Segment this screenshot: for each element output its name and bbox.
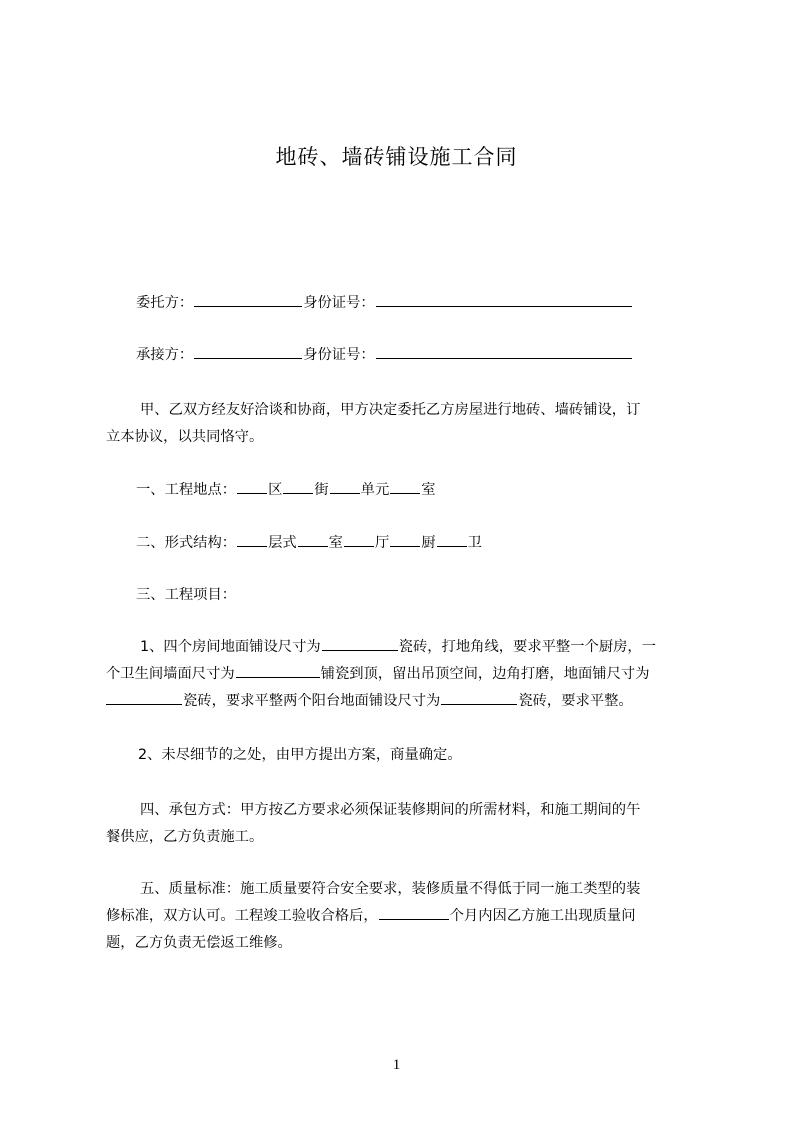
kitchens-blank[interactable] [390, 532, 420, 547]
halls-blank[interactable] [344, 532, 374, 547]
item-1-line-2 [106, 661, 706, 688]
page-title: 地砖、墙砖铺设施工合同 [275, 145, 518, 169]
street-label: 街 [314, 482, 329, 498]
item-1-text-f: 瓷砖，要求平整。 [518, 693, 633, 709]
contractor-id-label: 身份证号： [303, 347, 375, 363]
location-label: 一、工程地点： [136, 482, 237, 498]
contractor-line [136, 344, 633, 365]
contracting-paragraph [106, 797, 706, 851]
baths-blank[interactable] [437, 532, 467, 547]
room-blank[interactable] [390, 479, 420, 494]
kitchens-label: 厨 [421, 535, 436, 551]
contracting-line-1: 四、承包方式：甲方按乙方要求必须保证装修期间的所需材料，和施工期间的午 [140, 802, 641, 818]
quality-line-3: 题，乙方负责无偿返工维修。 [106, 935, 292, 951]
unit-label: 单元 [360, 482, 390, 498]
client-name-blank[interactable] [194, 292, 302, 307]
quality-line-2 [106, 903, 706, 930]
item-1-text-a: 1、四个房间地面铺设尺寸为 [140, 639, 321, 655]
baths-label: 卫 [467, 535, 482, 551]
quality-text-b: 个月内因乙方施工出现质量问 [449, 908, 636, 924]
balcony-size-blank[interactable] [441, 690, 517, 705]
client-id-blank[interactable] [376, 292, 632, 307]
floor-size-blank[interactable] [106, 690, 182, 705]
street-blank[interactable] [283, 479, 313, 494]
page-number: 1 [392, 1057, 401, 1073]
item-1-text-d: 铺瓷到顶，留出吊顶空间，边角打磨，地面铺尺寸为 [320, 666, 650, 682]
room-label: 室 [421, 482, 436, 498]
structure-line [136, 532, 482, 553]
items-heading: 三、工程项目： [136, 587, 237, 603]
district-label: 区 [268, 482, 283, 498]
floors-label: 层式 [268, 535, 297, 551]
structure-label: 二、形式结构： [136, 535, 237, 551]
quality-text-a: 修标准，双方认可。工程竣工验收合格后， [106, 908, 378, 924]
contractor-id-blank[interactable] [376, 344, 632, 359]
intro-line-2: 立本协议，以共同恪守。 [106, 429, 264, 445]
client-label: 委托方： [136, 295, 194, 311]
location-line [136, 479, 436, 500]
client-line [136, 292, 633, 313]
item-2-line: 2、未尽细节的之处，由甲方提出方案，商量确定。 [138, 747, 462, 763]
contractor-name-blank[interactable] [194, 344, 302, 359]
item-1-line-3 [106, 688, 706, 715]
unit-blank[interactable] [330, 479, 360, 494]
client-id-label: 身份证号： [303, 295, 375, 311]
item-1-line-1 [106, 634, 706, 661]
room-floor-size-blank[interactable] [322, 636, 398, 651]
contracting-line-2: 餐供应，乙方负责施工。 [106, 829, 264, 845]
bathroom-wall-size-blank[interactable] [236, 663, 320, 678]
item-1-paragraph [106, 634, 706, 715]
floors-blank[interactable] [237, 532, 267, 547]
item-1-text-e: 瓷砖，要求平整两个阳台地面铺设尺寸为 [183, 693, 441, 709]
item-1-text-b: 瓷砖，打地角线，要求平整一个厨房，一 [398, 639, 657, 655]
contractor-label: 承接方： [136, 347, 194, 363]
district-blank[interactable] [237, 479, 267, 494]
intro-line-1: 甲、乙双方经友好洽谈和协商，甲方决定委托乙方房屋进行地砖、墙砖铺设，订 [140, 402, 641, 418]
quality-line-1: 五、质量标准：施工质量要符合安全要求，装修质量不得低于同一施工类型的装 [140, 881, 641, 897]
rooms-blank[interactable] [298, 532, 328, 547]
rooms-label: 室 [328, 535, 343, 551]
halls-label: 厅 [374, 535, 390, 551]
quality-paragraph [106, 876, 706, 957]
intro-paragraph [106, 397, 706, 451]
item-1-text-c: 个卫生间墙面尺寸为 [106, 666, 235, 682]
warranty-months-blank[interactable] [379, 905, 449, 920]
